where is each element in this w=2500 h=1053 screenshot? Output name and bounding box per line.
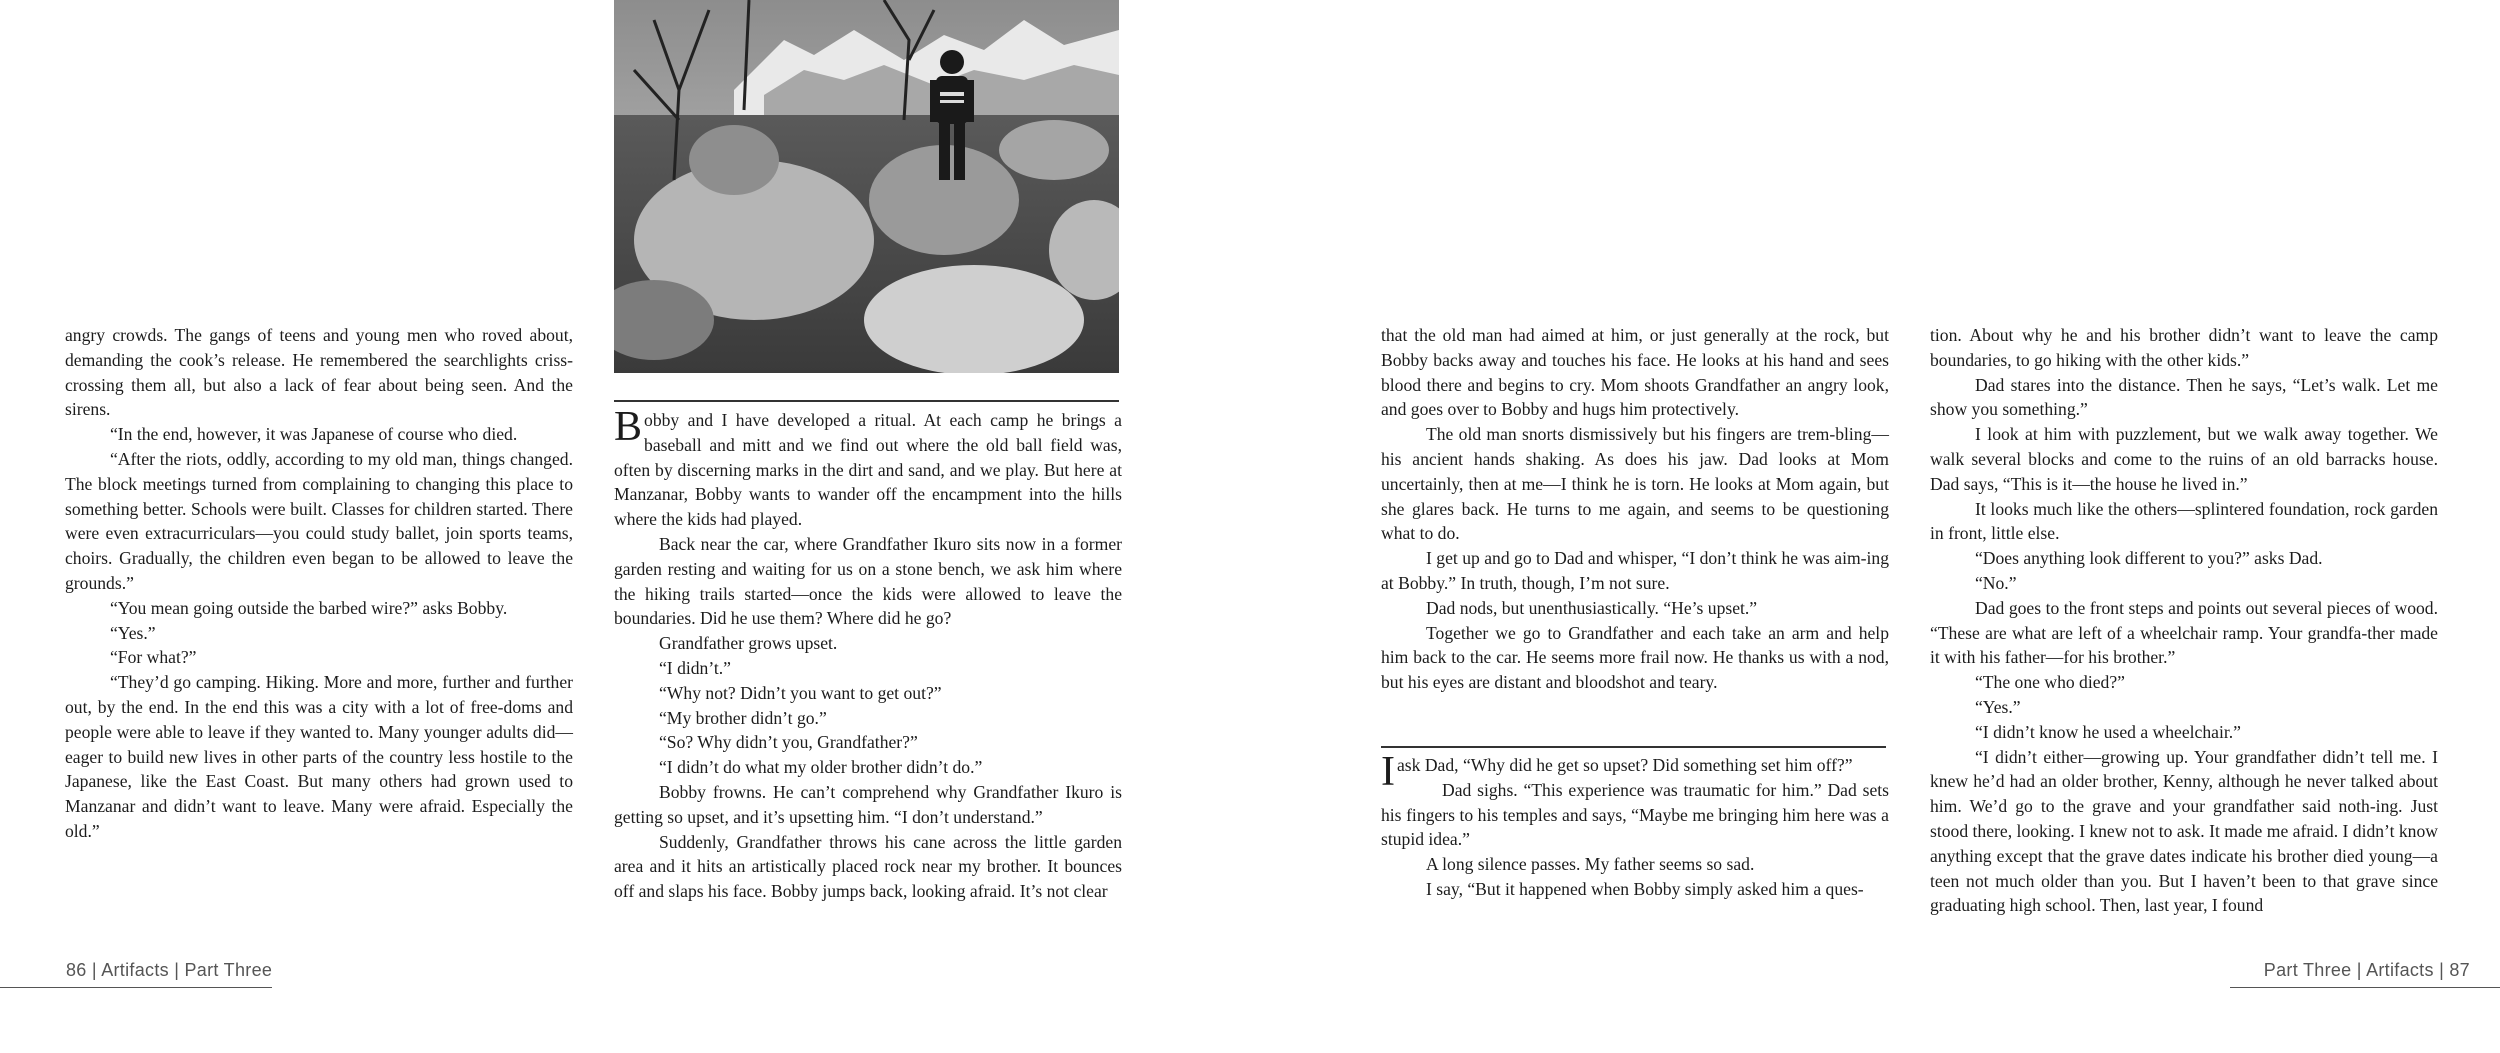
text-column-3 <box>1381 323 1889 695</box>
text-column-4 <box>1930 323 2438 918</box>
paragraph: “Does anything look different to you?” asks Dad. <box>1975 548 2323 569</box>
paragraph: Grandfather grows upset. <box>659 633 838 654</box>
paragraph-opening <box>614 404 1122 532</box>
paragraph: Dad sighs. “This experience was traumatic for him.” Dad sets his fingers to his temples and says, “Maybe me bringing him here was a stupid idea.” <box>1381 779 1889 850</box>
paragraph: that the old man had aimed at him, or just generally at the rock, but Bobby backs away and touches his face. He looks at his hand and sees blood there and begins to cry. Mom shoots Grandfather an angry look, and goes over to Bobby and hugs him protectively. <box>1381 325 1889 420</box>
paragraph: Dad nods, but unenthusiastically. “He’s upset.” <box>1426 597 1758 618</box>
paragraph: It looks much like the others—splintered foundation, rock garden in front, little else. <box>1930 498 2438 544</box>
paragraph: “Yes.” <box>1975 696 2021 717</box>
paragraph: I say, “But it happened when Bobby simply asked him a ques- <box>1426 878 1864 899</box>
paragraph: “In the end, however, it was Japanese of course who died. <box>110 424 518 445</box>
text-column-2 <box>614 404 1122 904</box>
paragraph: Together we go to Grandfather and each take an arm and help him back to the car. He seems more frail now. He thanks us with a nod, but his eyes are distant and bloodshot and teary. <box>1381 622 1889 693</box>
paragraph: “No.” <box>1975 572 2017 593</box>
paragraph: Back near the car, where Grandfather Ikuro sits now in a former garden resting and waiting for us on a stone bench, we ask him where the hiking trails started—once the kids were allowed to leave the boundaries. Did he use them? Where did he go? <box>614 533 1122 629</box>
paragraph: “I didn’t do what my older brother didn’t do.” <box>659 757 983 778</box>
paragraph: Bobby frowns. He can’t comprehend why Grandfather Ikuro is getting so upset, and it’s upsetting him. “I don’t understand.” <box>614 781 1122 827</box>
drop-cap: B <box>614 404 643 450</box>
paragraph: Suddenly, Grandfather throws his cane across the little garden area and it hits an artistically placed rock near my brother. It bounces off and slaps his face. Bobby jumps back, looking afraid. It’s not clear <box>614 831 1122 902</box>
photo-illustration <box>614 0 1119 373</box>
paragraph: “They’d go camping. Hiking. More and more, further and further out, by the end. In the end this was a city with a lot of free-doms and people were able to leave if they wanted to. Many younger adults did—eager to build new lives in other parts of the country less hostile to the Japanese, like the East Coast. But many others had grown used to Manzanar and didn’t want to leave. Many were afraid. Especially the old.” <box>65 672 573 841</box>
section-rule <box>614 400 1119 402</box>
text-column-1 <box>65 323 573 844</box>
paragraph-opening <box>1381 749 1889 795</box>
paragraph: Dad goes to the front steps and points out several pieces of wood. “These are what are left of a wheelchair ramp. Your grandfa-ther made it with his father—for his brother.” <box>1930 597 2438 668</box>
drop-cap: I <box>1381 749 1395 795</box>
paragraph: The old man snorts dismissively but his fingers are trem-bling—his ancient hands shaking. As does his jaw. Dad looks at Mom uncertainly, then at me—I think he is torn. He looks at Mom again, but she glares back. He turns to me again, and seems to be questioning what to do. <box>1381 424 1889 544</box>
photo-boy-on-rocks <box>614 0 1119 373</box>
paragraph: “You mean going outside the barbed wire?” asks Bobby. <box>110 597 508 618</box>
paragraph: “I didn’t.” <box>659 657 731 678</box>
paragraph-text: obby and I have developed a ritual. At each camp he brings a baseball and mitt and we find out where the old ball field was, often by discerning marks in the dirt and sand, and we play. But here at Manzanar, Bobby wants to wander off the encampment into the hills where the kids had played. <box>614 410 1122 530</box>
paragraph: I look at him with puzzlement, but we walk away together. We walk several blocks and come to the ruins of an old barracks house. Dad says, “This is it—the house he lived in.” <box>1930 424 2438 494</box>
paragraph: “For what?” <box>110 647 197 668</box>
footer-rule-left <box>0 987 272 988</box>
paragraph-text: ask Dad, “Why did he get so upset? Did something set him off?” <box>1397 755 1853 775</box>
paragraph: “The one who died?” <box>1975 672 2125 693</box>
paragraph: “After the riots, oddly, according to my old man, things changed. The block meetings turned from complaining to changing this place to something better. Schools were built. Classes for children started. There were even extracurriculars—you could study ballet, join sports teams, choirs. Gradually, the children even began to be allowed to leave the grounds.” <box>65 448 573 593</box>
paragraph: A long silence passes. My father seems so sad. <box>1426 854 1755 875</box>
paragraph: “I didn’t either—growing up. Your grandfather didn’t tell me. I knew he’d had an older brother, Kenny, although he never talked about him. We’d go to the grave and your grandfather said noth-ing. Just stood there, looking. I knew not to ask. It made me afraid. I didn’t know anything except that the grave dates indicate his brother died young—a teen not much older than you. But I haven’t been to that grave since graduating high school. Then, last year, I found <box>1930 746 2438 916</box>
text-column-3-section <box>1381 749 1889 902</box>
page-footer-right: Part Three | Artifacts | 87 <box>2263 960 2470 980</box>
paragraph: “Yes.” <box>110 622 156 643</box>
paragraph: “I didn’t know he used a wheelchair.” <box>1975 721 2241 742</box>
paragraph: angry crowds. The gangs of teens and young men who roved about, demanding the cook’s release. He remembered the searchlights criss-crossing them all, but also a lack of fear about being seen. And the sirens. <box>65 325 573 420</box>
paragraph: I get up and go to Dad and whisper, “I don’t think he was aim-ing at Bobby.” In truth, though, I’m not sure. <box>1381 548 1889 593</box>
section-rule <box>1381 746 1886 748</box>
paragraph: tion. About why he and his brother didn’t want to leave the camp boundaries, to go hiking with the other kids.” <box>1930 325 2438 370</box>
paragraph: Dad stares into the distance. Then he says, “Let’s walk. Let me show you something.” <box>1930 374 2438 420</box>
paragraph: “Why not? Didn’t you want to get out?” <box>659 682 942 703</box>
footer-rule-right <box>2230 987 2500 988</box>
paragraph: “So? Why didn’t you, Grandfather?” <box>659 732 918 753</box>
page-footer-left: 86 | Artifacts | Part Three <box>66 960 273 980</box>
paragraph: “My brother didn’t go.” <box>659 707 827 728</box>
